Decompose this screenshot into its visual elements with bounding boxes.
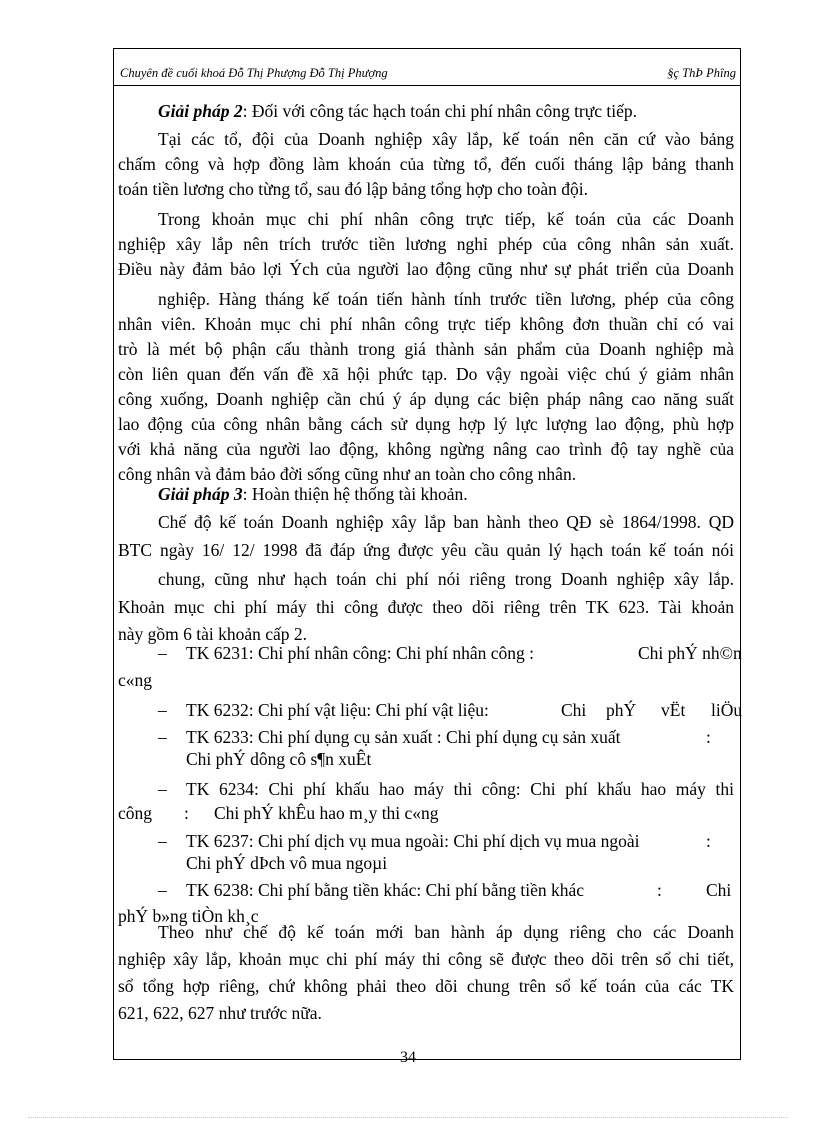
bullet-dash: – (158, 643, 167, 663)
paragraph-line: còn liên quan đến vấn đề xã hội phức tạp. Do vậy ngoài việc chú ý giảm nhân (118, 364, 734, 384)
bullet-text: phÝ (606, 700, 637, 720)
paragraph-line: Trong khoản mục chi phí nhân công trực tiếp, kế toán của các Doanh (158, 209, 734, 229)
bullet-text: : (706, 831, 711, 851)
paragraph-line: nghiệp. Hàng tháng kế toán tiến hành tính trước tiền lương, phép của công (158, 289, 734, 309)
bullet-text: Chi phÝ dÞch vô mua ngoµi (186, 853, 388, 873)
paragraph-line: Tại các tổ, đội của Doanh nghiệp xây lắp, kế toán nên căn cứ vào bảng (158, 129, 734, 149)
bullet-text: TK 6233: Chi phí dụng cụ sản xuất : Chi phí dụng cụ sản xuất (186, 727, 621, 747)
header-rule (113, 85, 741, 86)
paragraph-line: công nhân và đảm bảo đời sống cũng như an toàn cho công nhân. (118, 464, 577, 484)
paragraph-line: với khả năng của người lao động, không ngừng nâng cao trình độ tay nghề của (118, 439, 734, 459)
bullet-text: TK 6238: Chi phí bằng tiền khác: Chi phí bằng tiền khác (186, 880, 585, 900)
bullet-dash: – (158, 779, 167, 799)
bullet-text: : (706, 727, 711, 747)
bullet-text: : (657, 880, 662, 900)
bullet-text: Chi (561, 700, 587, 720)
bullet-text: vËt (661, 700, 686, 720)
bullet-text: TK 6237: Chi phí dịch vụ mua ngoài: Chi phí dịch vụ mua ngoài (186, 831, 640, 851)
bullet-text: phÝ b»ng tiÒn kh¸c (118, 906, 259, 926)
bullet-text: Chi phÝ khÊu hao m¸y thi c«ng (214, 803, 439, 823)
bullet-dash: – (158, 831, 167, 851)
solution-3-text: : Hoàn thiện hệ thống tài khoản. (242, 484, 468, 504)
bullet-text: công (118, 803, 153, 823)
paragraph-line: trò là mét bộ phận cấu thành trong giá thành sản phẩm của Doanh nghiệp mà (118, 339, 734, 359)
paragraph-line: lao động của công nhân bằng cách sử dụng hợp lý lực lượng lao động, phù hợp (118, 414, 734, 434)
header-author: §ç ThÞ Phîng (667, 66, 736, 80)
paragraph-line: nghiệp xây lắp, khoản mục chi phí máy thi công sẽ được theo dõi trên sổ chi tiết, (118, 949, 734, 969)
paragraph-line: công xuống, Doanh nghiệp cần chú ý áp dụng các biện pháp nâng cao năng suất (118, 389, 734, 409)
bullet-text: Chi phÝ dông cô s¶n xuÊt (186, 749, 372, 769)
solution-2-label: Giải pháp 2 (158, 101, 243, 121)
paragraph-line: nhân viên. Khoản mục chi phí nhân công trực tiếp không đơn thuần chỉ có vai (118, 314, 734, 334)
bullet-text: Chi phÝ nh©n (638, 643, 742, 663)
bullet-text: liÖu (711, 700, 743, 720)
page-bottom-dotted-rule (28, 1117, 788, 1118)
paragraph-line: này gồm 6 tài khoản cấp 2. (118, 624, 308, 644)
solution-2-text: : Đối với công tác hạch toán chi phí nhân công trực tiếp. (242, 101, 638, 121)
bullet-text: TK 6231: Chi phí nhân công: Chi phí nhân công : (186, 643, 535, 663)
solution-2-heading (158, 101, 637, 122)
paragraph-line: Theo như chế độ kế toán mới ban hành áp dụng riêng cho các Doanh (158, 922, 734, 942)
bullet-text: Chi (706, 880, 732, 900)
paragraph-line: chấm công và hợp đồng làm khoán của từng tổ, đến cuối tháng lập bảng thanh (118, 154, 734, 174)
bullet-text: TK 6232: Chi phí vật liệu: Chi phí vật liệu: (186, 700, 489, 720)
solution-3-heading (158, 484, 468, 505)
bullet-text: TK 6234: Chi phí khấu hao máy thi công: Chi phí khấu hao máy thi (186, 779, 734, 799)
bullet-dash: – (158, 700, 167, 720)
paragraph-line: nghiệp xây lắp nên trích trước tiền lương nghỉ phép của công nhân sản xuất. (118, 234, 734, 254)
bullet-text: : (184, 803, 189, 823)
paragraph-line: BTC ngày 16/ 12/ 1998 đã đáp ứng được yêu cầu quản lý hạch toán kế toán nói (118, 540, 734, 560)
bullet-dash: – (158, 880, 167, 900)
bullet-dash: – (158, 727, 167, 747)
paragraph-line: 621, 622, 627 như trước nữa. (118, 1003, 322, 1023)
bullet-text: c«ng (118, 670, 153, 690)
paragraph-line: sổ tổng hợp riêng, chứ không phải theo dõi chung trên sổ kế toán của các TK (118, 976, 734, 996)
page-number: 34 (400, 1049, 416, 1066)
paragraph-line: toán tiền lương cho từng tổ, sau đó lập bảng tổng hợp cho toàn đội. (118, 179, 589, 199)
paragraph-line: Chế độ kế toán Doanh nghiệp xây lắp ban hành theo QĐ sè 1864/1998. QD (158, 512, 734, 532)
paragraph-line: chung, cũng như hạch toán chi phí nói riêng trong Doanh nghiệp xây lắp. (158, 569, 734, 589)
paragraph-line: Điều này đảm bảo lợi Ých của người lao động cũng như sự phát triển của Doanh (118, 259, 734, 279)
header-title: Chuyên đề cuối khoá Đỗ Thị Phượng Đỗ Thị Phượng (120, 66, 388, 80)
solution-3-label: Giải pháp 3 (158, 484, 243, 504)
paragraph-line: Khoản mục chi phí máy thi công được theo dõi riêng trên TK 623. Tài khoản (118, 597, 734, 617)
